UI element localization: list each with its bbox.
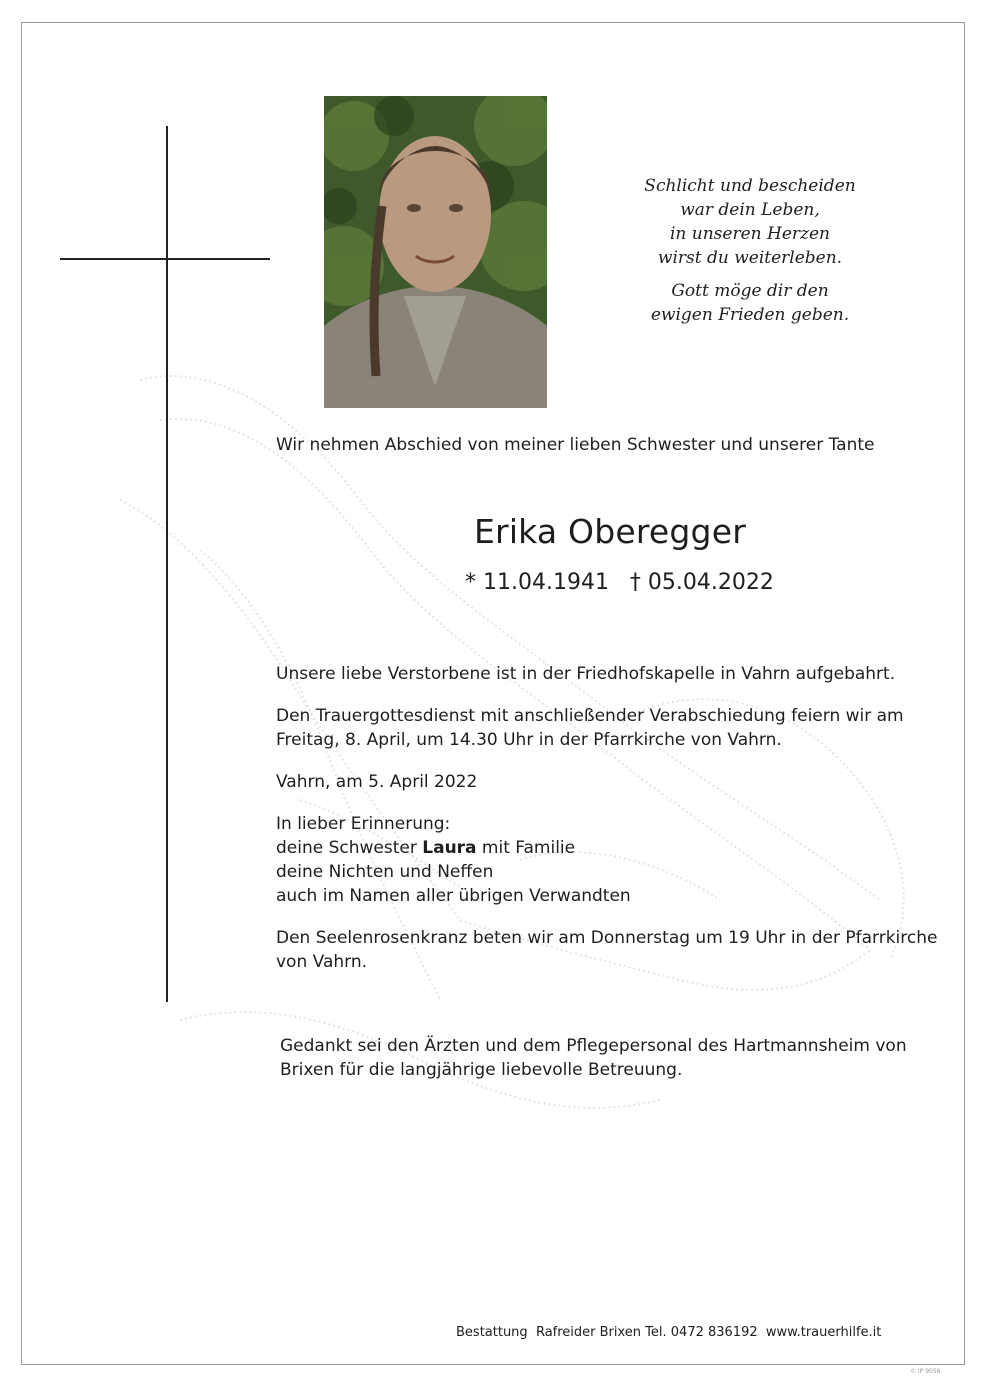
mourners-heading: In lieber Erinnerung: <box>276 814 451 834</box>
mourner-nieces: deine Nichten und Neffen <box>276 862 494 882</box>
funeral-home-footer: Bestattung Rafreider Brixen Tel. 0472 836192 www.trauerhilfe.it <box>456 1325 882 1340</box>
life-dates: * 11.04.1941 † 05.04.2022 <box>465 570 774 595</box>
poem-line: Gott möge dir den <box>671 281 829 301</box>
service-notice: Den Trauergottesdienst mit anschließender Verabschiedung feiern wir am Freitag, 8. April, um 14.30 Uhr in der Pfarrkirche von Vahrn. <box>276 706 904 750</box>
rosary-notice: Den Seelenrosenkranz beten wir am Donnerstag um 19 Uhr in der Pfarrkirche von Vahrn. <box>276 928 938 972</box>
place-date: Vahrn, am 5. April 2022 <box>276 772 478 792</box>
deceased-name: Erika Oberegger <box>474 512 746 551</box>
portrait-photo <box>324 96 547 408</box>
cross-horizontal-bar <box>60 258 270 260</box>
poem-line: in unseren Herzen <box>670 224 830 244</box>
poem-line: wirst du weiterleben. <box>657 248 843 268</box>
sister-name: Laura <box>422 838 477 858</box>
mourners-list <box>276 812 956 908</box>
memorial-poem <box>600 174 900 327</box>
mourner-sister: deine Schwester Laura mit Familie <box>276 838 576 858</box>
thanks-notice: Gedankt sei den Ärzten und dem Pflegepersonal des Hartmannsheim von Brixen für die langjährige liebevolle Betreuung. <box>280 1036 907 1080</box>
poem-line: ewigen Frieden geben. <box>650 305 850 325</box>
farewell-intro: Wir nehmen Abschied von meiner lieben Schwester und unserer Tante <box>276 435 875 455</box>
poem-line: war dein Leben, <box>680 200 820 220</box>
mourner-relatives: auch im Namen aller übrigen Verwandten <box>276 886 631 906</box>
notice-body <box>276 662 956 992</box>
poem-line: Schlicht und bescheiden <box>644 176 856 196</box>
laid-out-notice: Unsere liebe Verstorbene ist in der Friedhofskapelle in Vahrn aufgebahrt. <box>276 664 896 684</box>
print-code: © IP 9056 <box>910 1368 941 1375</box>
